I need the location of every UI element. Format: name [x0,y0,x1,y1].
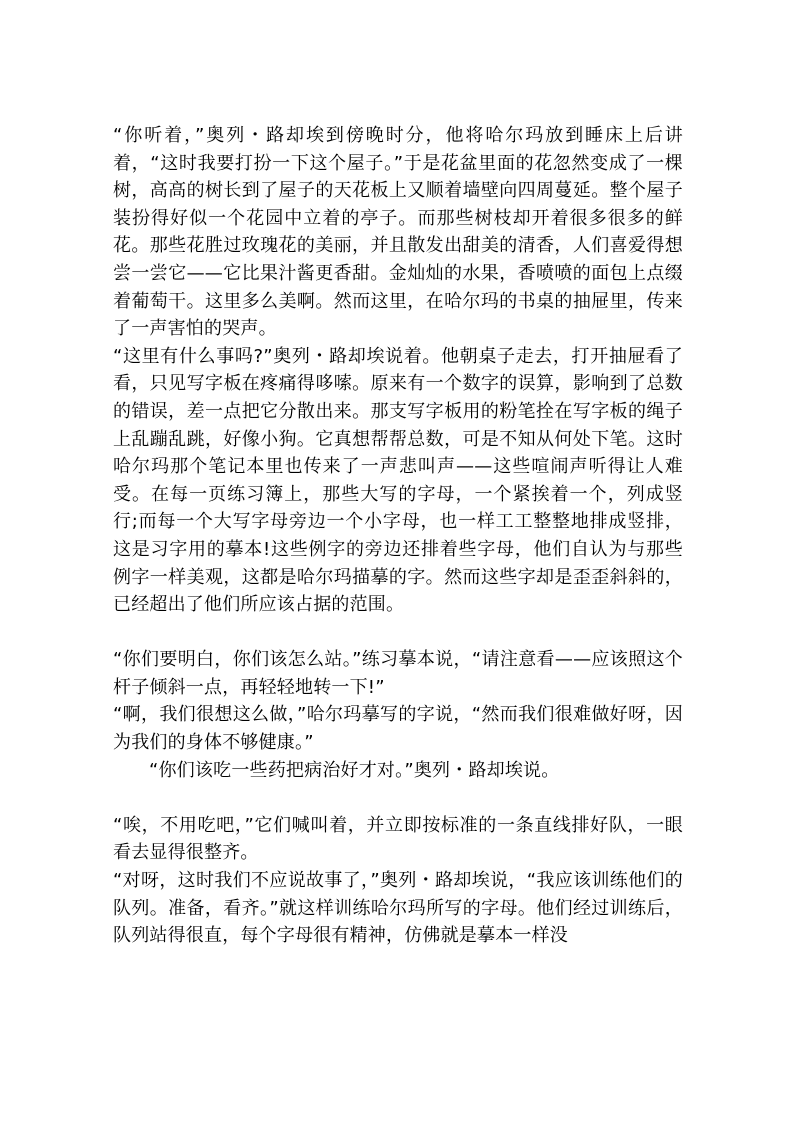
paragraph-6: “唉，不用吃吧，”它们喊叫着，并立即按标准的一条直线排好队，一眼看去显得很整齐。 [113,814,683,864]
paragraph-gap [113,619,683,647]
paragraph-7: “对呀，这时我们不应说故事了，”奥列・路却埃说，“我应该训练他们的队列。准备，看齐。”就这样训练哈尔玛所写的字母。他们经过训练后，队列站得很直，每个字母很有精神，仿佛就是摹本一样没 [113,870,683,947]
document-body [113,122,683,950]
paragraph-5: “你们该吃一些药把病治好才对。”奥列・路却埃说。 [149,759,560,781]
paragraph-1: “你听着，”奥列・路却埃到傍晚时分，他将哈尔玛放到睡床上后讲着，“这时我要打扮一下这个屋子。”于是花盆里面的花忽然变成了一棵树，高高的树长到了屋子的天花板上又顺着墙壁向四周蔓延。整个屋子装扮得好似一个花园中立着的亭子。而那些树枝却开着很多很多的鲜花。那些花胜过玫瑰花的美丽，并且散发出甜美的清香，人们喜爱得想尝一尝它——它比果汁酱更香甜。金灿灿的水果，香喷喷的面包上点缀着葡萄干。这里多么美啊。然而这里，在哈尔玛的书桌的抽屉里，传来了一声害怕的哭声。 [113,125,683,340]
paragraph-4: “啊，我们很想这么做，”哈尔玛摹写的字说，“然而我们很难做好呀，因为我们的身体不够健康。” [113,704,683,754]
paragraph-2: “这里有什么事吗?”奥列・路却埃说着。他朝桌子走去，打开抽屉看了看，只见写字板在疼痛得哆嗦。原来有一个数字的误算，影响到了总数的错误，差一点把它分散出来。那支写字板用的粉笔拴在写字板的绳子上乱蹦乱跳，好像小狗。它真想帮帮总数，可是不知从何处下笔。这时哈尔玛那个笔记本里也传来了一声悲叫声——这些喧闹声听得让人难受。在每一页练习簿上，那些大写的字母，一个紧挨着一个，列成竖行;而每一个大写字母旁边一个小字母，也一样工工整整地排成竖排，这是习字用的摹本!这些例字的旁边还排着些字母，他们自认为与那些例字一样美观，这都是哈尔玛描摹的字。然而这些字却是歪歪斜斜的，已经超出了他们所应该占据的范围。 [113,345,683,616]
paragraph-gap [113,784,683,812]
paragraph-3: “你们要明白，你们该怎么站。”练习摹本说，“请注意看——应该照这个杆子倾斜一点，再轻轻地转一下!” [113,649,683,698]
